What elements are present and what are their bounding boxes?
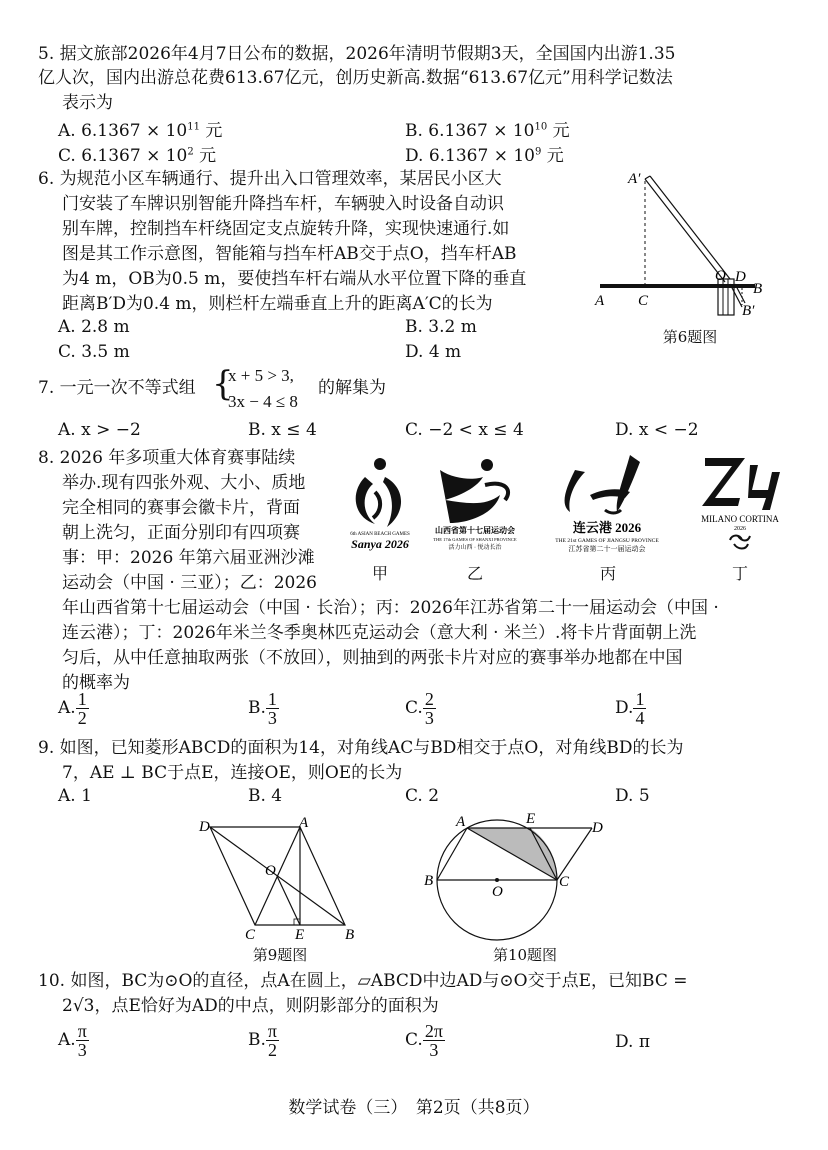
q9-option-d: D. 5 <box>615 786 650 806</box>
fig9-label-b: B <box>345 927 355 943</box>
q6-option-a: A. 2.8 m <box>58 317 130 337</box>
q6-option-d: D. 4 m <box>405 342 462 362</box>
q8-line-8: 连云港）；丁：2026年米兰冬季奥林匹克运动会（意大利 · 米兰）.将卡片背面朝上洗 <box>62 623 697 643</box>
fig9-label-a: A <box>299 815 309 831</box>
logo-jia <box>345 452 415 557</box>
logo-yi <box>425 455 525 555</box>
logo-jia-label: 甲 <box>371 564 388 583</box>
q8-option-b: B. $\frac{1}{3}$ <box>248 689 277 728</box>
q9-option-b: B. 4 <box>248 786 283 806</box>
logo-yi-text-3: 活力山西 · 悦动长治 <box>448 545 502 551</box>
q6-option-b: B. 3.2 m <box>405 317 477 337</box>
fig10-label-c: C <box>559 874 570 890</box>
q6-line-4: 图是其工作示意图，智能箱与挡车杆AB交于点O，挡车杆AB <box>62 244 517 264</box>
q10-option-d: D. π <box>615 1032 651 1052</box>
figure-10 <box>420 810 620 945</box>
q8-line-7: 年山西省第十七届运动会（中国 · 长治）；丙：2026年江苏省第二十一届运动会（中国 · <box>62 598 719 618</box>
logo-yi-text-2: THE 17th GAMES OF SHANXI PROVINCE <box>433 537 517 542</box>
logo-yi-text-1: 山西省第十七届运动会 <box>435 526 515 535</box>
q5-option-b: B. $6.1367 \times 10^{10}$ 元 <box>405 121 570 141</box>
q8-option-d: D. $\frac{1}{4}$ <box>615 689 645 728</box>
fig10-label-o: O <box>492 884 503 900</box>
logo-bing <box>545 450 670 558</box>
q8-line-1: 8. 2026 年多项重大体育赛事陆续 <box>38 448 296 468</box>
q7-inequality-2: 3x − 4 ≤ 8 <box>228 392 298 411</box>
q7-inequality-1: x + 5 > 3, <box>228 366 294 385</box>
q5-line-1: 5. 据文旅部2026年4月7日公布的数据，2026年清明节假期3天，全国国内出游1.35 <box>38 44 676 64</box>
fig6-label-b: B <box>753 281 763 297</box>
logo-bing-text-3: 江苏省第二十一届运动会 <box>568 545 646 553</box>
figure-6 <box>590 165 780 325</box>
q9-line-2: 7，AE ⊥ BC于点E，连接OE，则OE的长为 <box>62 763 403 783</box>
logo-yi-label: 乙 <box>466 564 483 583</box>
q5-option-a: A. $6.1367 \times 10^{11}$ 元 <box>58 121 223 141</box>
figure-6-caption: 第6题图 <box>662 328 718 346</box>
q7-option-a: A. x > −2 <box>58 420 141 440</box>
fig9-label-e: E <box>295 927 305 943</box>
q10-line-2: 2√3，点E恰好为AD的中点，则阴影部分的面积为 <box>62 996 439 1016</box>
figure-9 <box>195 815 370 945</box>
q6-line-1: 6. 为规范小区车辆通行、提升出入口管理效率，某居民小区大 <box>38 169 502 189</box>
fig6-label-c: C <box>638 293 649 309</box>
logo-bing-text-2: THE 21st GAMES OF JIANGSU PROVINCE <box>555 538 659 544</box>
q10-line-1: 10. 如图，BC为⊙O的直径，点A在圆上，▱ABCD中边AD与⊙O交于点E，已知BC = <box>38 971 688 991</box>
q8-line-10: 的概率为 <box>62 673 130 693</box>
fig10-label-b: B <box>424 873 434 889</box>
fig10-label-e: E <box>526 811 536 827</box>
q7-prefix: 7. 一元一次不等式组 <box>38 378 196 398</box>
q8-line-6: 运动会（中国 · 三亚）；乙：2026 <box>62 573 317 593</box>
logo-bing-label: 丙 <box>599 564 616 583</box>
q7-suffix: 的解集为 <box>318 378 386 398</box>
fig9-label-c: C <box>245 927 256 943</box>
fig10-label-d: D <box>592 820 603 836</box>
fig6-label-d: D <box>735 269 746 285</box>
q5-option-d: D. $6.1367 \times 10^9$ 元 <box>405 146 564 166</box>
figure-9-caption: 第9题图 <box>252 946 308 964</box>
q7-option-b: B. x ≤ 4 <box>248 420 317 440</box>
fig6-label-bp: B′ <box>742 303 755 319</box>
q8-line-4: 朝上洗匀，正面分别印有四项赛 <box>62 523 300 543</box>
q6-option-c: C. 3.5 m <box>58 342 130 362</box>
logo-bing-text-1: 连云港 2026 <box>572 520 642 535</box>
fig6-label-o: O <box>715 268 726 284</box>
fig9-label-o: O <box>265 863 276 879</box>
q9-option-c: C. 2 <box>405 786 440 806</box>
fig6-label-a: A <box>595 293 605 309</box>
q9-option-a: A. 1 <box>58 786 92 806</box>
q8-line-2: 举办.现有四张外观、大小、质地 <box>62 473 306 493</box>
q8-option-c: C. $\frac{2}{3}$ <box>405 689 434 728</box>
q7-option-d: D. x < −2 <box>615 420 699 440</box>
q6-line-5: 为4 m，OB为0.5 m，要使挡车杆右端从水平位置下降的垂直 <box>62 269 527 289</box>
q8-line-9: 匀后，从中任意抽取两张（不放回），则抽到的两张卡片对应的赛事举办地都在中国 <box>62 648 683 668</box>
logo-jia-text-2: Sanya 2026 <box>351 537 409 551</box>
q5-option-c: C. $6.1367 \times 10^2$ 元 <box>58 146 217 166</box>
q6-line-3: 别车牌，控制挡车杆绕固定支点旋转升降，实现快速通行.如 <box>62 219 510 239</box>
q5-line-2: 亿人次，国内出游总花费613.67亿元，创历史新高.数据“613.67亿元”用科学记数法 <box>38 68 673 88</box>
q6-line-2: 门安装了车牌识别智能升降挡车杆，车辆驶入时设备自动识 <box>62 194 504 214</box>
fig10-label-a: A <box>456 814 466 830</box>
logo-jia-text-1: 6th ASIAN BEACH GAMES <box>350 532 410 537</box>
q8-line-3: 完全相同的赛事会徽卡片，背面 <box>62 498 300 518</box>
q5-line-3: 表示为 <box>62 93 113 113</box>
q9-line-1: 9. 如图，已知菱形ABCD的面积为14，对角线AC与BD相交于点O，对角线BD的长为 <box>38 738 684 758</box>
q6-line-6: 距离B′D为0.4 m，则栏杆左端垂直上升的距离A′C的长为 <box>62 294 493 314</box>
page-footer: 数学试卷（三） 第2页（共8页） <box>288 1098 540 1118</box>
q8-option-a: A. $\frac{1}{2}$ <box>58 689 87 728</box>
fig9-label-d: D <box>199 819 210 835</box>
logo-ding-text-2: 2026 <box>734 526 746 532</box>
fig6-label-ap: A′ <box>628 171 641 187</box>
logo-ding-label: 丁 <box>731 564 748 583</box>
logo-ding <box>690 450 790 558</box>
q8-line-5: 事：甲：2026 年第六届亚洲沙滩 <box>62 548 315 568</box>
q10-option-b: B. $\frac{\pi}{2}$ <box>248 1021 277 1060</box>
q10-option-a: A. $\frac{\pi}{3}$ <box>58 1021 87 1060</box>
logo-ding-text-1: MILANO CORTINA <box>701 514 779 524</box>
q7-option-c: C. −2 < x ≤ 4 <box>405 420 524 440</box>
q7-brace: { <box>212 364 234 404</box>
q10-option-c: C. $\frac{2\pi}{3}$ <box>405 1021 443 1060</box>
figure-10-caption: 第10题图 <box>492 946 558 964</box>
